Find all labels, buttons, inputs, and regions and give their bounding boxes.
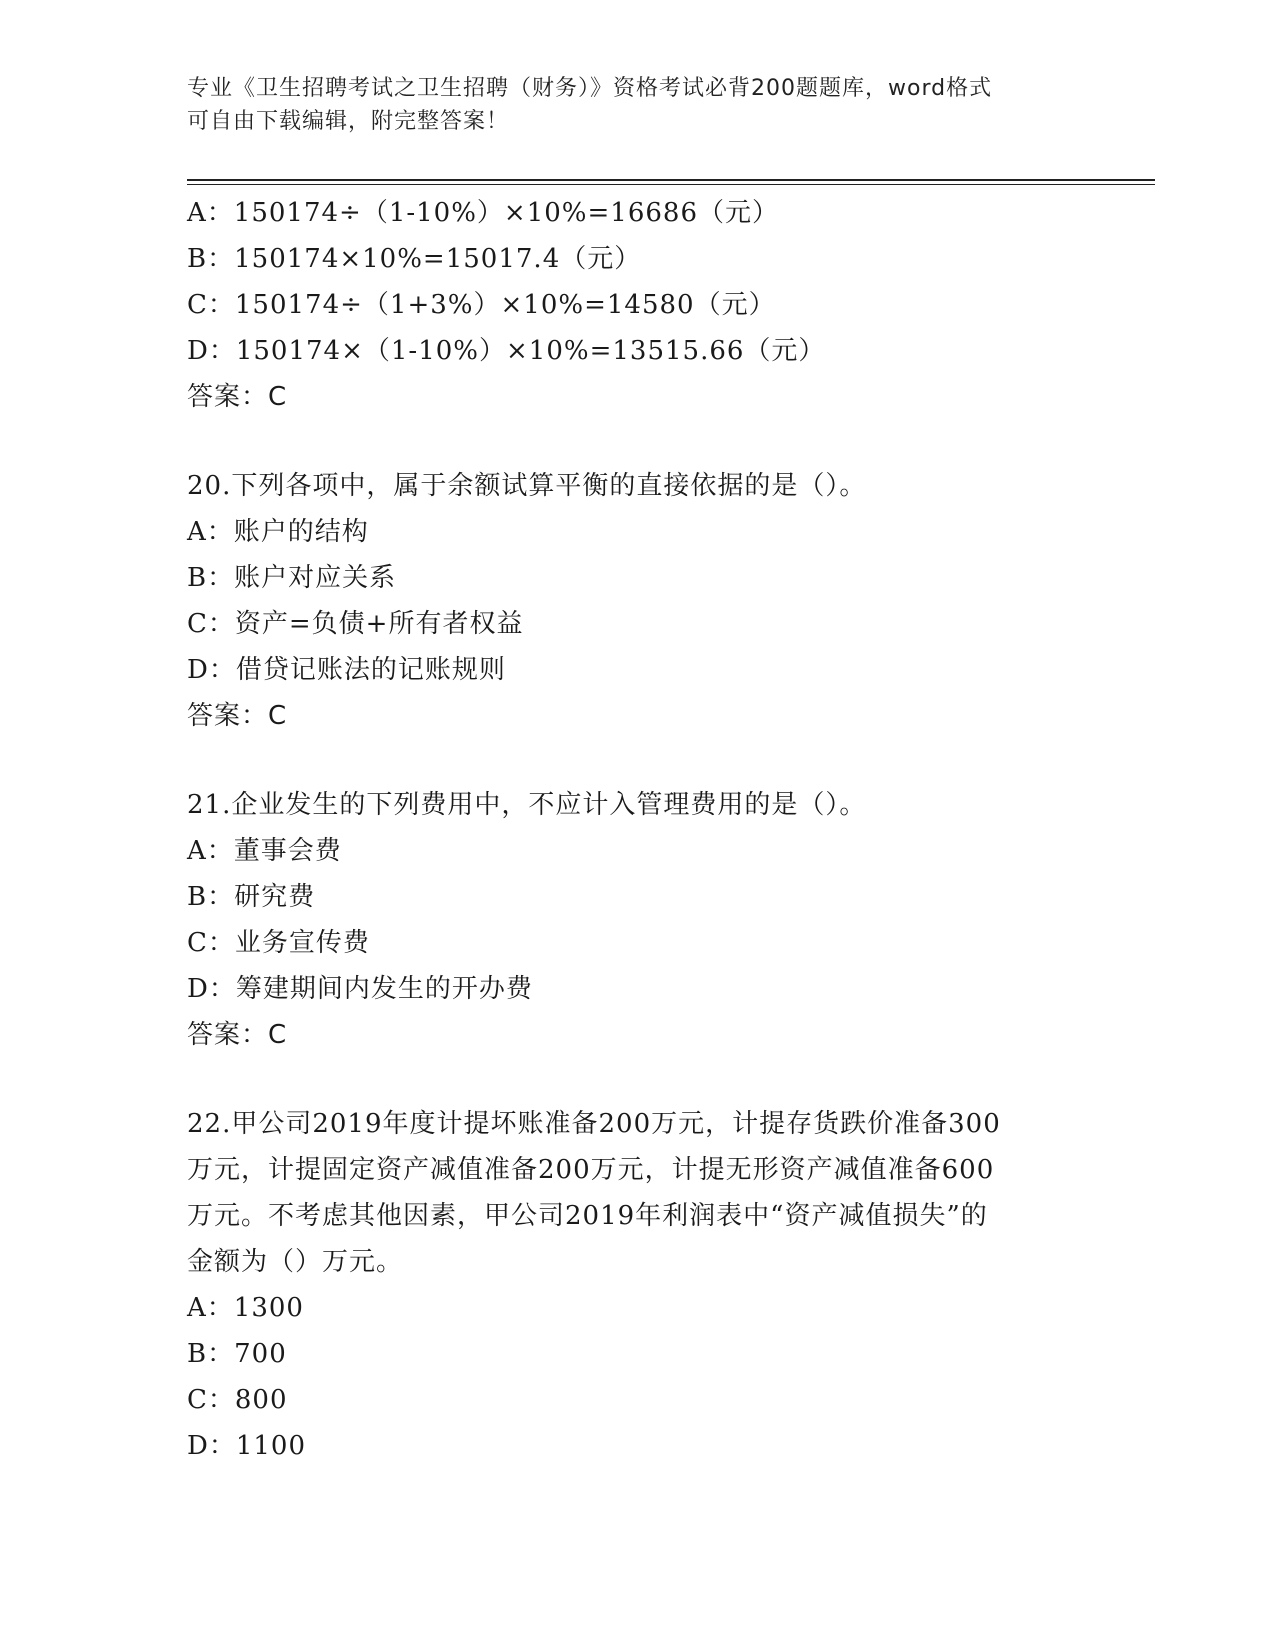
header-divider-thick: [187, 179, 1155, 181]
question-20: [187, 463, 1087, 739]
header-line-2: 可自由下载编辑，附完整答案！: [187, 109, 510, 134]
option-c: C：150174÷（1+3%）×10%=14580（元）: [187, 290, 776, 320]
question-stem-line-2: 万元，计提固定资产减值准备200万元，计提无形资产减值准备600: [187, 1155, 995, 1185]
option-a: A：董事会费: [187, 836, 342, 866]
header-line-1: 专业《卫生招聘考试之卫生招聘（财务）》资格考试必背200题题库，word格式: [187, 76, 993, 101]
option-b: B：研究费: [187, 882, 316, 912]
option-a: A：1300: [187, 1293, 304, 1323]
option-c: C：资产=负债+所有者权益: [187, 609, 524, 639]
option-d: D：借贷记账法的记账规则: [187, 655, 506, 685]
option-c: C：业务宣传费: [187, 928, 370, 958]
question-stem-line-3: 万元。不考虑其他因素，甲公司2019年利润表中“资产减值损失”的: [187, 1201, 988, 1231]
option-b: B：700: [187, 1339, 287, 1369]
question-stem: 20.下列各项中，属于余额试算平衡的直接依据的是（）。: [187, 471, 867, 501]
option-b: B：150174×10%=15017.4（元）: [187, 244, 642, 274]
question-stem-line-4: 金额为（）万元。: [187, 1247, 404, 1277]
option-d: D：1100: [187, 1431, 307, 1461]
option-b: B：账户对应关系: [187, 563, 397, 593]
answer: 答案：C: [187, 701, 288, 731]
document-header: [187, 72, 1087, 138]
question-19: [187, 190, 1087, 420]
question-list: [187, 190, 1087, 1469]
option-d: D：150174×（1-10%）×10%=13515.66（元）: [187, 336, 826, 366]
question-stem-line-1: 22.甲公司2019年度计提坏账准备200万元，计提存货跌价准备300: [187, 1109, 1001, 1139]
spacer: [187, 420, 1087, 463]
header-divider-thin: [187, 184, 1155, 185]
option-d: D：筹建期间内发生的开办费: [187, 974, 533, 1004]
question-22: [187, 1101, 1087, 1469]
option-a: A：账户的结构: [187, 517, 369, 547]
answer: 答案：C: [187, 382, 288, 412]
option-c: C：800: [187, 1385, 288, 1415]
question-stem: 21.企业发生的下列费用中，不应计入管理费用的是（）。: [187, 790, 867, 820]
option-a: A：150174÷（1-10%）×10%=16686（元）: [187, 198, 779, 228]
spacer: [187, 739, 1087, 782]
question-21: [187, 782, 1087, 1058]
answer: 答案：C: [187, 1020, 288, 1050]
spacer: [187, 1058, 1087, 1101]
